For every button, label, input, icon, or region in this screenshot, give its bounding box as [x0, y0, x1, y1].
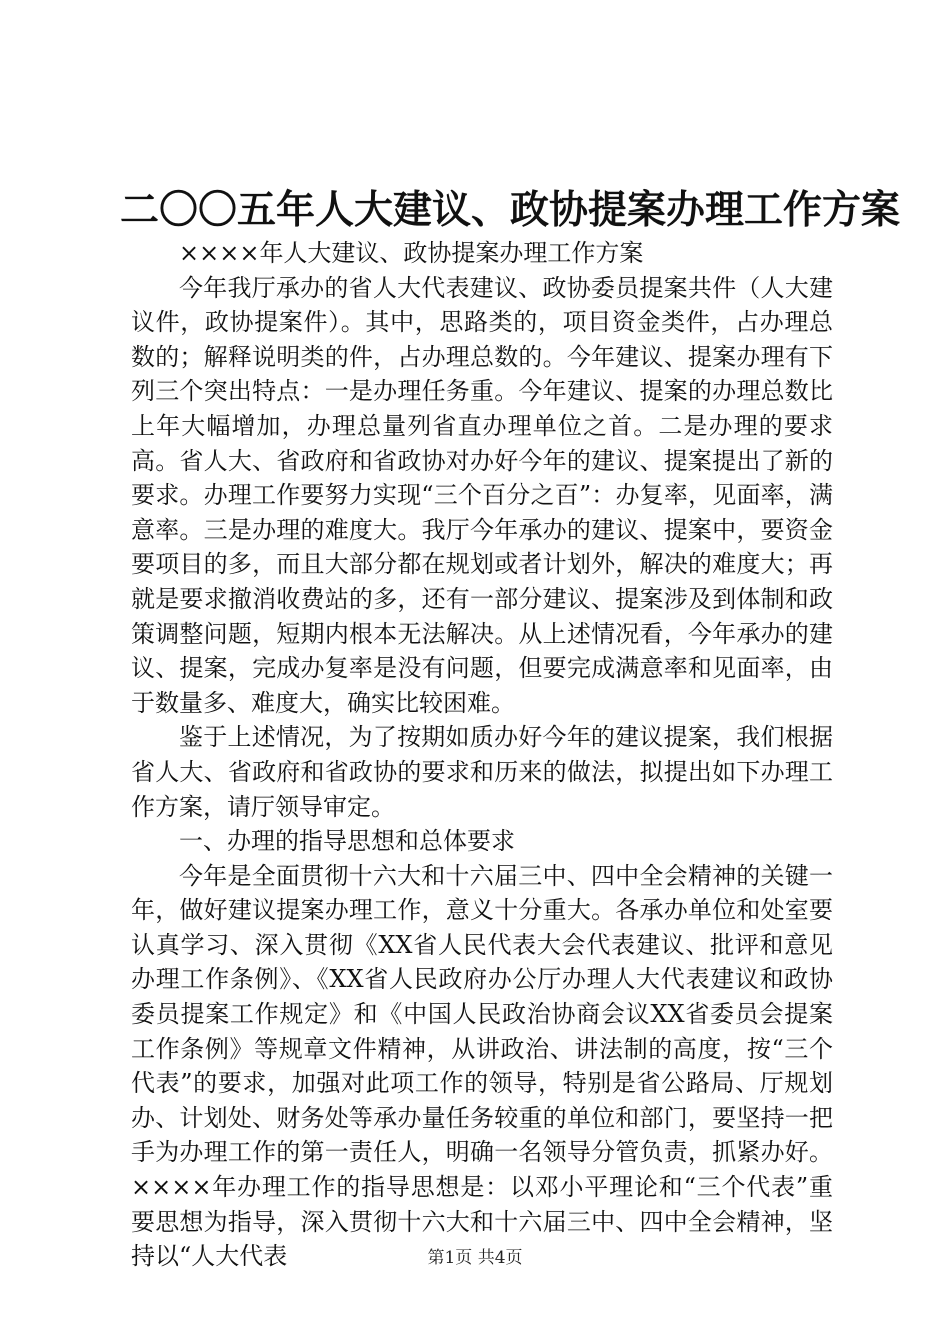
body-paragraph-1: 今年我厅承办的省人大代表建议、政协委员提案共件（人大建议件，政协提案件）。其中，思路类的，项目资金类件，占办理总数的；解释说明类的件，占办理总数的。今年建议、提案办理有下列三个突出特点：一是办理任务重。今年建议、提案的办理总数比上年大幅增加，办理总量列省直办理单位之首。二是办理的要求高。省人大、省政府和省政协对办好今年的建议、提案提出了新的要求。办理工作要努力实现“三个百分之百”：办复率，见面率，满意率。三是办理的难度大。我厅今年承办的建议、提案中，要资金要项目的多，而且大部分都在规划或者计划外，解决的难度大；再就是要求撤消收费站的多，还有一部分建议、提案涉及到体制和政策调整问题，短期内根本无法解决。从上述情况看，今年承办的建议、提案，完成办复率是没有问题，但要完成满意率和见面率，由于数量多、难度大，确实比较困难。 [131, 273, 833, 717]
section-heading: 一、办理的指导思想和总体要求 [179, 827, 515, 856]
document-title: 二〇〇五年人大建议、政协提案办理工作方案 [120, 187, 901, 233]
document-subtitle: ××××年人大建议、政协提案办理工作方案 [179, 239, 644, 267]
body-paragraph-2: 鉴于上述情况，为了按期如质办好今年的建议提案，我们根据省人大、省政府和省政协的要求和历来的做法，拟提出如下办理工作方案，请厅领导审定。 [131, 723, 833, 821]
page-number-footer: 第1页 共4页 [427, 1248, 523, 1268]
document-body [131, 236, 833, 1274]
section-paragraph: 今年是全面贯彻十六大和十六届三中、四中全会精神的关键一年，做好建议提案办理工作，意义十分重大。各承办单位和处室要认真学习、深入贯彻《XX省人民代表大会代表建议、批评和意见办理工作条例》、《XX省人民政府办公厅办理人大代表建议和政协委员提案工作规定》和《中国人民政治协商会议XX省委员会提案工作条例》等规章文件精神，从讲政治、讲法制的高度，按“三个代表”的要求，加强对此项工作的领导，特别是省公路局、厅规划办、计划处、财务处等承办量任务较重的单位和部门，要坚持一把手为办理工作的第一责任人，明确一名领导分管负责，抓紧办好。××××年办理工作的指导思想是：以邓小平理论和“三个代表”重要思想为指导，深入贯彻十六大和十六届三中、四中全会精神，坚持以“人大代表 [131, 861, 833, 1271]
